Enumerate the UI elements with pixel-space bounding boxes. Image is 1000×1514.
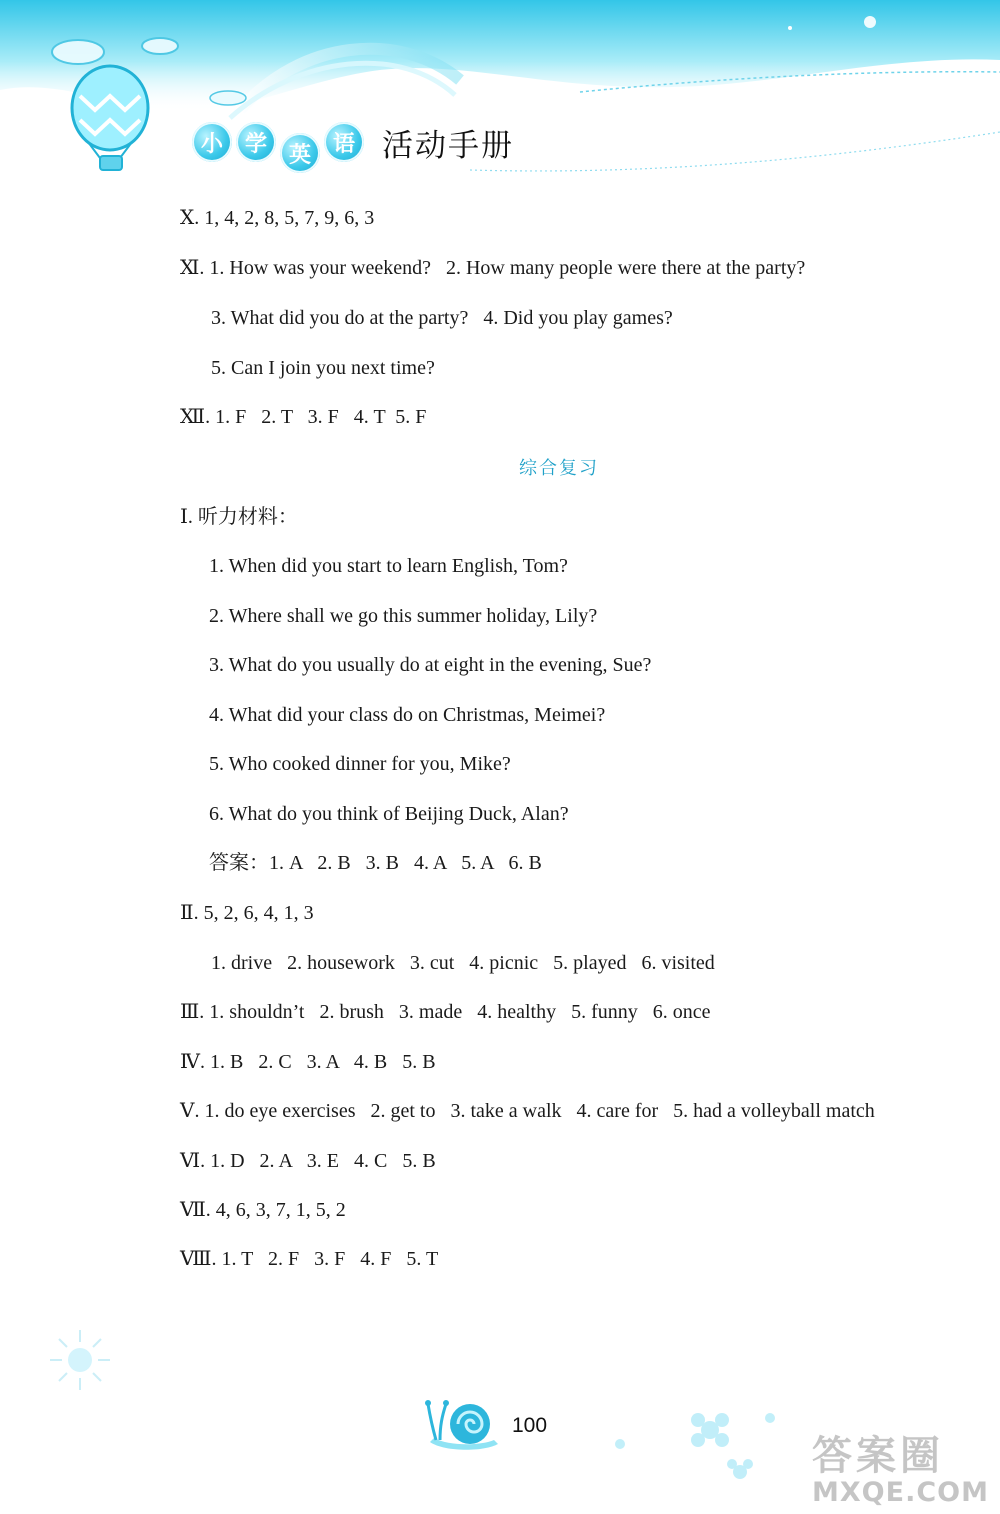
section-title: 综合复习: [519, 458, 599, 479]
title-char-bubble: 学: [236, 122, 276, 162]
answer-line: Ⅳ. 1. B 2. C 3. A 4. B 5. B: [180, 1051, 436, 1073]
sun-decoration-icon: [40, 1320, 120, 1400]
answer-line: Ⅹ. 1, 4, 2, 8, 5, 7, 9, 6, 3: [180, 207, 375, 229]
title-char-bubble: 英: [280, 133, 320, 173]
title-char-bubble: 语: [324, 122, 364, 162]
book-title-text: 活动手册: [382, 127, 514, 164]
answer-line: 答案：1. A 2. B 3. B 4. A 5. A 6. B: [209, 852, 542, 874]
answer-line: Ⅰ. 听力材料：: [180, 506, 298, 528]
answer-line: Ⅴ. 1. do eye exercises 2. get to 3. take a walk 4. care for 5. had a volleyball match: [180, 1100, 875, 1122]
answer-line: Ⅻ. 1. F 2. T 3. F 4. T 5. F: [180, 406, 427, 428]
answer-line: Ⅺ. 1. How was your weekend? 2. How many people were there at the party?: [180, 257, 806, 279]
answer-line: 3. What do you usually do at eight in the evening, Sue?: [209, 654, 652, 676]
snail-icon: [424, 1396, 502, 1454]
answer-line: 3. What did you do at the party? 4. Did you play games?: [211, 307, 673, 329]
answer-line: 2. Where shall we go this summer holiday, Lily?: [209, 605, 598, 627]
page-number: 100: [512, 1414, 548, 1437]
answer-line: Ⅶ. 4, 6, 3, 7, 1, 5, 2: [180, 1199, 346, 1221]
watermark-url: MXQE.COM: [812, 1477, 989, 1508]
answer-line: Ⅵ. 1. D 2. A 3. E 4. C 5. B: [180, 1150, 436, 1172]
answer-line: 5. Who cooked dinner for you, Mike?: [209, 753, 511, 775]
watermark: [812, 1424, 989, 1508]
answer-line: 1. drive 2. housework 3. cut 4. picnic 5. played 6. visited: [211, 952, 715, 974]
watermark-title: 答案圈: [812, 1433, 944, 1479]
answer-line: 6. What do you think of Beijing Duck, Alan?: [209, 803, 569, 825]
flower-decoration-icon: [600, 1400, 800, 1500]
answer-line: 1. When did you start to learn English, Tom?: [209, 555, 568, 577]
answer-line: Ⅷ. 1. T 2. F 3. F 4. F 5. T: [180, 1248, 439, 1270]
answer-line: Ⅲ. 1. shouldn’t 2. brush 3. made 4. healthy 5. funny 6. once: [180, 1001, 711, 1023]
answer-line: 4. What did your class do on Christmas, Meimei?: [209, 704, 606, 726]
title-char-bubble: 小: [192, 122, 232, 162]
answer-line: 5. Can I join you next time?: [211, 357, 435, 379]
answer-line: Ⅱ. 5, 2, 6, 4, 1, 3: [180, 902, 314, 924]
